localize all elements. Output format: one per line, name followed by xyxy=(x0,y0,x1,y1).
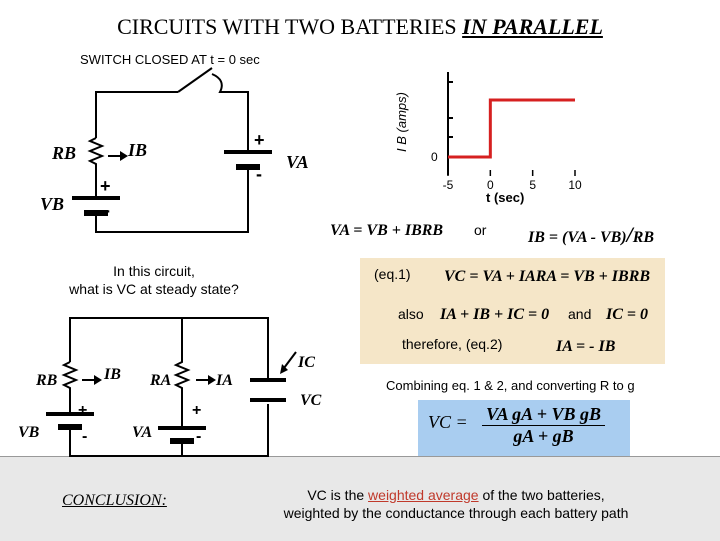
formula-denominator: gA + gB xyxy=(513,426,574,446)
vb-minus: - xyxy=(104,200,110,220)
eq-or: or xyxy=(474,222,487,238)
eq-ib: IB = (VA - VB)/RB xyxy=(528,222,655,247)
conclusion-text: VC is the weighted average of the two batteries, weighted by the conductance through each battery path xyxy=(252,486,660,522)
eq-also: also xyxy=(398,306,424,322)
conclusion-label: CONCLUSION: xyxy=(62,492,167,509)
label-va: VA xyxy=(286,152,309,172)
c2-label-vb: VB xyxy=(18,424,40,441)
question xyxy=(54,262,254,298)
c2-vb-minus: - xyxy=(82,428,88,445)
eq-and: and xyxy=(568,306,592,322)
question-line-1: In this circuit, xyxy=(113,263,195,279)
title-emphasis: IN PARALLEL xyxy=(462,14,603,39)
c2-label-rb: RB xyxy=(36,372,58,389)
c2-label-ia: IA xyxy=(216,372,233,389)
question-line-2: what is VC at steady state? xyxy=(69,281,239,297)
chart-ytick-zero: 0 xyxy=(431,150,438,164)
formula-lhs: VC = xyxy=(428,412,468,432)
c2-va-minus: - xyxy=(196,428,202,445)
combining-note: Combining eq. 1 & 2, and converting R to g xyxy=(386,378,635,393)
vb-plus: + xyxy=(100,176,111,196)
eq-kcl: IA + IB + IC = 0 xyxy=(440,306,550,323)
eq1-label: (eq.1) xyxy=(374,266,411,282)
chart-x-tick-label: 0 xyxy=(486,178,494,192)
va-plus: + xyxy=(254,130,265,150)
label-rb: RB xyxy=(52,143,77,163)
chart-ylabel: I B (amps) xyxy=(394,92,409,152)
eq-therefore: therefore, (eq.2) xyxy=(402,336,503,352)
title-text: CIRCUITS WITH TWO BATTERIES xyxy=(117,14,457,39)
eq-ia: IA = - IB xyxy=(556,338,616,355)
c2-label-va: VA xyxy=(132,424,153,441)
label-ib: IB xyxy=(128,140,148,160)
c2-label-ra: RA xyxy=(150,372,172,389)
c2-label-ic: IC xyxy=(298,354,315,371)
chart-xlabel: t (sec) xyxy=(486,190,525,205)
c2-label-vc: VC xyxy=(300,392,322,409)
eq-ic0: IC = 0 xyxy=(606,306,649,323)
chart-x-tick-label: 5 xyxy=(529,178,536,192)
chart-series-line xyxy=(448,100,575,157)
conclusion-line-2: weighted by the conductance through each battery path xyxy=(283,505,629,521)
switch-note: SWITCH CLOSED AT t = 0 sec xyxy=(80,52,260,67)
eq-va: VA = VB + IBRB xyxy=(330,222,444,239)
c2-vb-plus: + xyxy=(78,402,88,419)
chart-x-tick-label: 10 xyxy=(568,178,582,192)
chart-x-tick-label: -5 xyxy=(442,178,454,192)
formula-fraction xyxy=(482,404,605,447)
c2-label-ib: IB xyxy=(104,366,121,383)
c2-va-plus: + xyxy=(192,402,202,419)
label-vb: VB xyxy=(40,194,65,214)
eq-vc: VC = VA + IARA = VB + IBRB xyxy=(444,268,651,285)
formula-numerator: VA gA + VB gB xyxy=(482,404,605,426)
va-minus: - xyxy=(256,164,262,184)
weighted-average-link: weighted average xyxy=(368,487,479,503)
